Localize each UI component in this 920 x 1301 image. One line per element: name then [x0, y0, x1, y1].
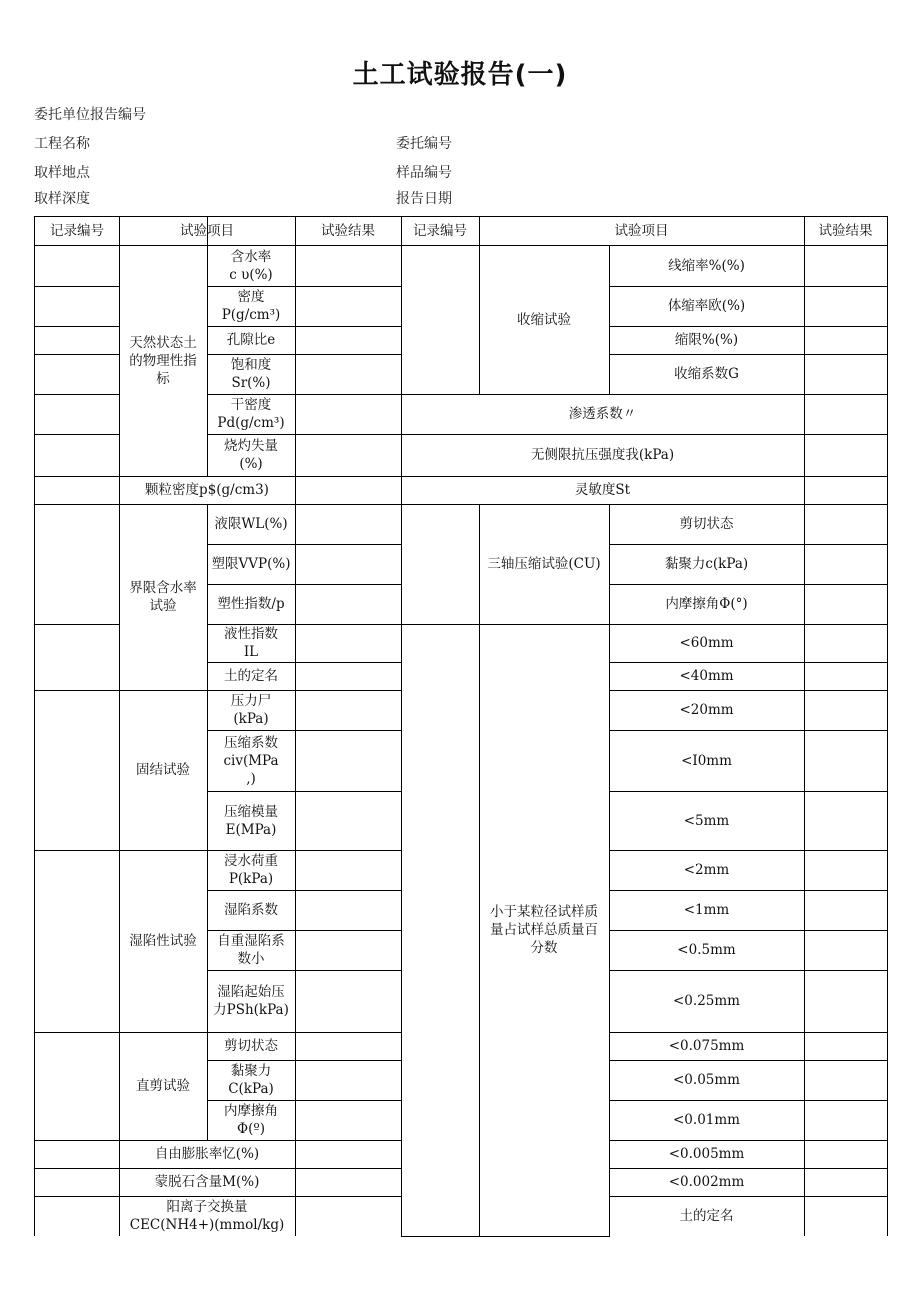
result-cell[interactable] [804, 1100, 887, 1140]
grid-line [401, 1236, 480, 1237]
item-pressure: 压力尸 (kPa) [230, 693, 272, 727]
result-cell[interactable] [804, 890, 887, 930]
result-cell[interactable] [804, 1032, 887, 1060]
result-cell[interactable] [804, 970, 887, 1032]
result-cell[interactable] [295, 434, 401, 476]
result-cell[interactable] [295, 544, 401, 584]
item-grain-size: <0.05mm [673, 1072, 740, 1088]
item-grain-size: <20mm [679, 702, 734, 718]
item-saturation: 饱和度 Sr(%) [230, 357, 272, 391]
result-cell[interactable] [295, 1100, 401, 1140]
result-cell[interactable] [295, 476, 401, 504]
result-cell[interactable] [295, 624, 401, 662]
group-triaxial: 三轴压缩试验(CU) [487, 556, 601, 572]
record-no-cell[interactable] [401, 624, 479, 1236]
item-collapse-coefficient: 湿陷系数 [224, 902, 278, 918]
item-montmorillonite: 蒙脱石含量M(%) [154, 1174, 260, 1190]
result-cell[interactable] [804, 730, 887, 791]
item-grain-size: <0.002mm [668, 1174, 745, 1190]
result-cell[interactable] [804, 1168, 887, 1196]
result-cell[interactable] [295, 662, 401, 690]
item-soil-name: 土的定名 [679, 1208, 734, 1224]
record-no-cell[interactable] [35, 1196, 119, 1236]
record-no-cell[interactable] [35, 394, 119, 434]
record-no-cell[interactable] [35, 354, 119, 394]
result-cell[interactable] [295, 245, 401, 286]
record-no-cell[interactable] [35, 1032, 119, 1140]
header-test-item: 试验项目 [614, 223, 669, 239]
item-grain-size: <1mm [683, 902, 730, 918]
result-cell[interactable] [804, 476, 887, 504]
result-cell[interactable] [804, 624, 887, 662]
item-dry-density: 干密度 Pd(g/cm³) [217, 397, 285, 431]
header-result: 试验结果 [818, 223, 873, 239]
result-cell[interactable] [804, 850, 887, 890]
result-cell[interactable] [295, 504, 401, 544]
item-grain-size: <0.01mm [673, 1112, 740, 1128]
project-name-label: 工程名称 [34, 136, 90, 152]
record-no-cell[interactable] [35, 504, 119, 624]
result-cell[interactable] [295, 730, 401, 791]
item-cation-exchange: 阳离子交换量 CEC(NH4+)(mmol/kg) [129, 1199, 285, 1233]
result-cell[interactable] [295, 1032, 401, 1060]
item-permeability: 渗透系数〃 [568, 406, 637, 422]
header-result: 试验结果 [321, 223, 375, 239]
result-cell[interactable] [295, 1196, 401, 1236]
result-cell[interactable] [295, 1168, 401, 1196]
result-cell[interactable] [295, 326, 401, 354]
result-cell[interactable] [804, 930, 887, 970]
item-immersion-load: 浸水荷重 P(kPa) [224, 853, 278, 887]
item-grain-size: <0.5mm [677, 942, 736, 958]
result-cell[interactable] [295, 394, 401, 434]
item-self-weight-collapse: 自重湿陷系 数小 [217, 933, 285, 967]
group-direct-shear: 直剪试验 [136, 1078, 190, 1094]
record-no-cell[interactable] [401, 245, 479, 394]
result-cell[interactable] [804, 354, 887, 394]
item-unconfined-strength: 无侧限抗压强度我(kPa) [530, 447, 675, 463]
sample-no-label: 样品编号 [396, 165, 452, 181]
group-shrinkage: 收缩试验 [517, 311, 571, 328]
item-water-content: 含水率 c υ(%) [229, 248, 273, 283]
item-triaxial-shear-state: 剪切状态 [679, 516, 734, 532]
result-cell[interactable] [295, 286, 401, 326]
group-natural-state: 天然状态土 的物理性指 标 [129, 334, 197, 387]
result-cell[interactable] [804, 1060, 887, 1100]
result-cell[interactable] [804, 394, 887, 434]
item-void-ratio: 孔隙比e [226, 332, 276, 348]
item-collapse-start-pressure: 湿陷起始压 力PSh(kPa) [213, 984, 289, 1018]
record-no-cell[interactable] [35, 326, 119, 354]
item-sensitivity: 灵敏度St [574, 482, 631, 498]
record-no-cell[interactable] [35, 690, 119, 850]
group-collapsibility: 湿陷性试验 [129, 933, 197, 949]
item-grain-size: <I0mm [681, 752, 732, 769]
header-record-no: 记录编号 [50, 223, 104, 239]
record-no-cell[interactable] [35, 245, 119, 286]
item-shear-state: 剪切状态 [224, 1038, 278, 1054]
result-cell[interactable] [295, 890, 401, 930]
result-cell[interactable] [295, 970, 401, 1032]
item-grain-size: <2mm [683, 862, 730, 878]
record-no-cell[interactable] [35, 1140, 119, 1168]
record-no-cell[interactable] [35, 286, 119, 326]
report-title: 土工试验报告(一) [352, 60, 568, 90]
item-density: 密度 P(g/cm³) [221, 289, 281, 323]
sampling-place-label: 取样地点 [34, 165, 90, 181]
item-grain-size: <0.25mm [673, 993, 740, 1009]
result-cell[interactable] [804, 245, 887, 286]
result-cell[interactable] [804, 791, 887, 850]
header-test-item: 试验项目 [180, 223, 234, 239]
item-grain-size: <40mm [679, 668, 734, 684]
item-grain-size: <60mm [679, 635, 734, 651]
result-cell[interactable] [804, 504, 887, 544]
record-no-cell[interactable] [35, 476, 119, 504]
result-cell[interactable] [295, 1140, 401, 1168]
item-plastic-limit: 塑限VVP(%) [211, 556, 291, 572]
item-triaxial-cohesion: 黏聚力c(kPa) [664, 556, 749, 572]
item-shrinkage-limit: 缩限%(%) [674, 332, 739, 348]
group-consolidation: 固结试验 [136, 762, 190, 778]
client-report-no-label: 委托单位报告编号 [34, 107, 146, 123]
record-no-cell[interactable] [35, 434, 119, 476]
result-cell[interactable] [804, 286, 887, 326]
item-compression-modulus: 压缩模量 E(MPa) [224, 803, 278, 838]
result-cell[interactable] [804, 662, 887, 690]
result-cell[interactable] [804, 690, 887, 730]
result-cell[interactable] [295, 584, 401, 624]
item-grain-size: <0.075mm [668, 1038, 745, 1054]
result-cell[interactable] [295, 791, 401, 850]
group-limit-water-content: 界限含水率 试验 [129, 580, 197, 614]
record-no-cell[interactable] [401, 504, 479, 624]
result-cell[interactable] [295, 1060, 401, 1100]
grid-line [479, 1236, 610, 1237]
record-no-cell[interactable] [35, 1168, 119, 1196]
result-cell[interactable] [295, 354, 401, 394]
item-volume-shrinkage: 体缩率欧(%) [667, 298, 746, 314]
result-cell[interactable] [804, 584, 887, 624]
result-cell[interactable] [804, 1140, 887, 1168]
item-ignition-loss: 烧灼失量 (%) [224, 438, 278, 472]
item-particle-density: 颗粒密度p$(g/cm3) [145, 482, 269, 498]
result-cell[interactable] [295, 690, 401, 730]
record-no-cell[interactable] [35, 850, 119, 1032]
group-grain-size: 小于某粒径试样质 量占试样总质量百 分数 [490, 904, 598, 956]
item-liquid-limit: 液限WL(%) [214, 516, 288, 532]
item-grain-size: <0.005mm [668, 1146, 745, 1162]
result-cell[interactable] [804, 544, 887, 584]
item-liquidity-index: 液性指数 IL [224, 626, 278, 660]
item-linear-shrinkage: 线缩率%(%) [668, 257, 745, 274]
item-plasticity-index: 塑性指数/p [217, 596, 285, 612]
sampling-depth-label: 取样深度 [34, 191, 90, 207]
item-compression-coefficient: 压缩系数 civ(MPa ,) [223, 734, 279, 787]
test-report-table [34, 216, 888, 1236]
result-cell[interactable] [295, 850, 401, 890]
header-record-no: 记录编号 [413, 223, 467, 239]
item-friction-angle: 内摩擦角 Φ(º) [224, 1103, 278, 1137]
item-shrinkage-coefficient: 收缩系数G [674, 366, 739, 382]
result-cell[interactable] [804, 1196, 887, 1236]
record-no-cell[interactable] [35, 624, 119, 690]
item-soil-name: 土的定名 [224, 668, 278, 684]
result-cell[interactable] [295, 930, 401, 970]
item-grain-size: <5mm [683, 812, 730, 829]
result-cell[interactable] [804, 326, 887, 354]
report-date-label: 报告日期 [396, 191, 452, 207]
entrust-no-label: 委托编号 [396, 136, 452, 152]
item-free-swelling: 自由膨胀率忆(%) [154, 1146, 260, 1162]
item-triaxial-friction: 内摩擦角Φ(°) [665, 596, 748, 612]
item-cohesion: 黏聚力 C(kPa) [228, 1063, 274, 1097]
result-cell[interactable] [804, 434, 887, 476]
